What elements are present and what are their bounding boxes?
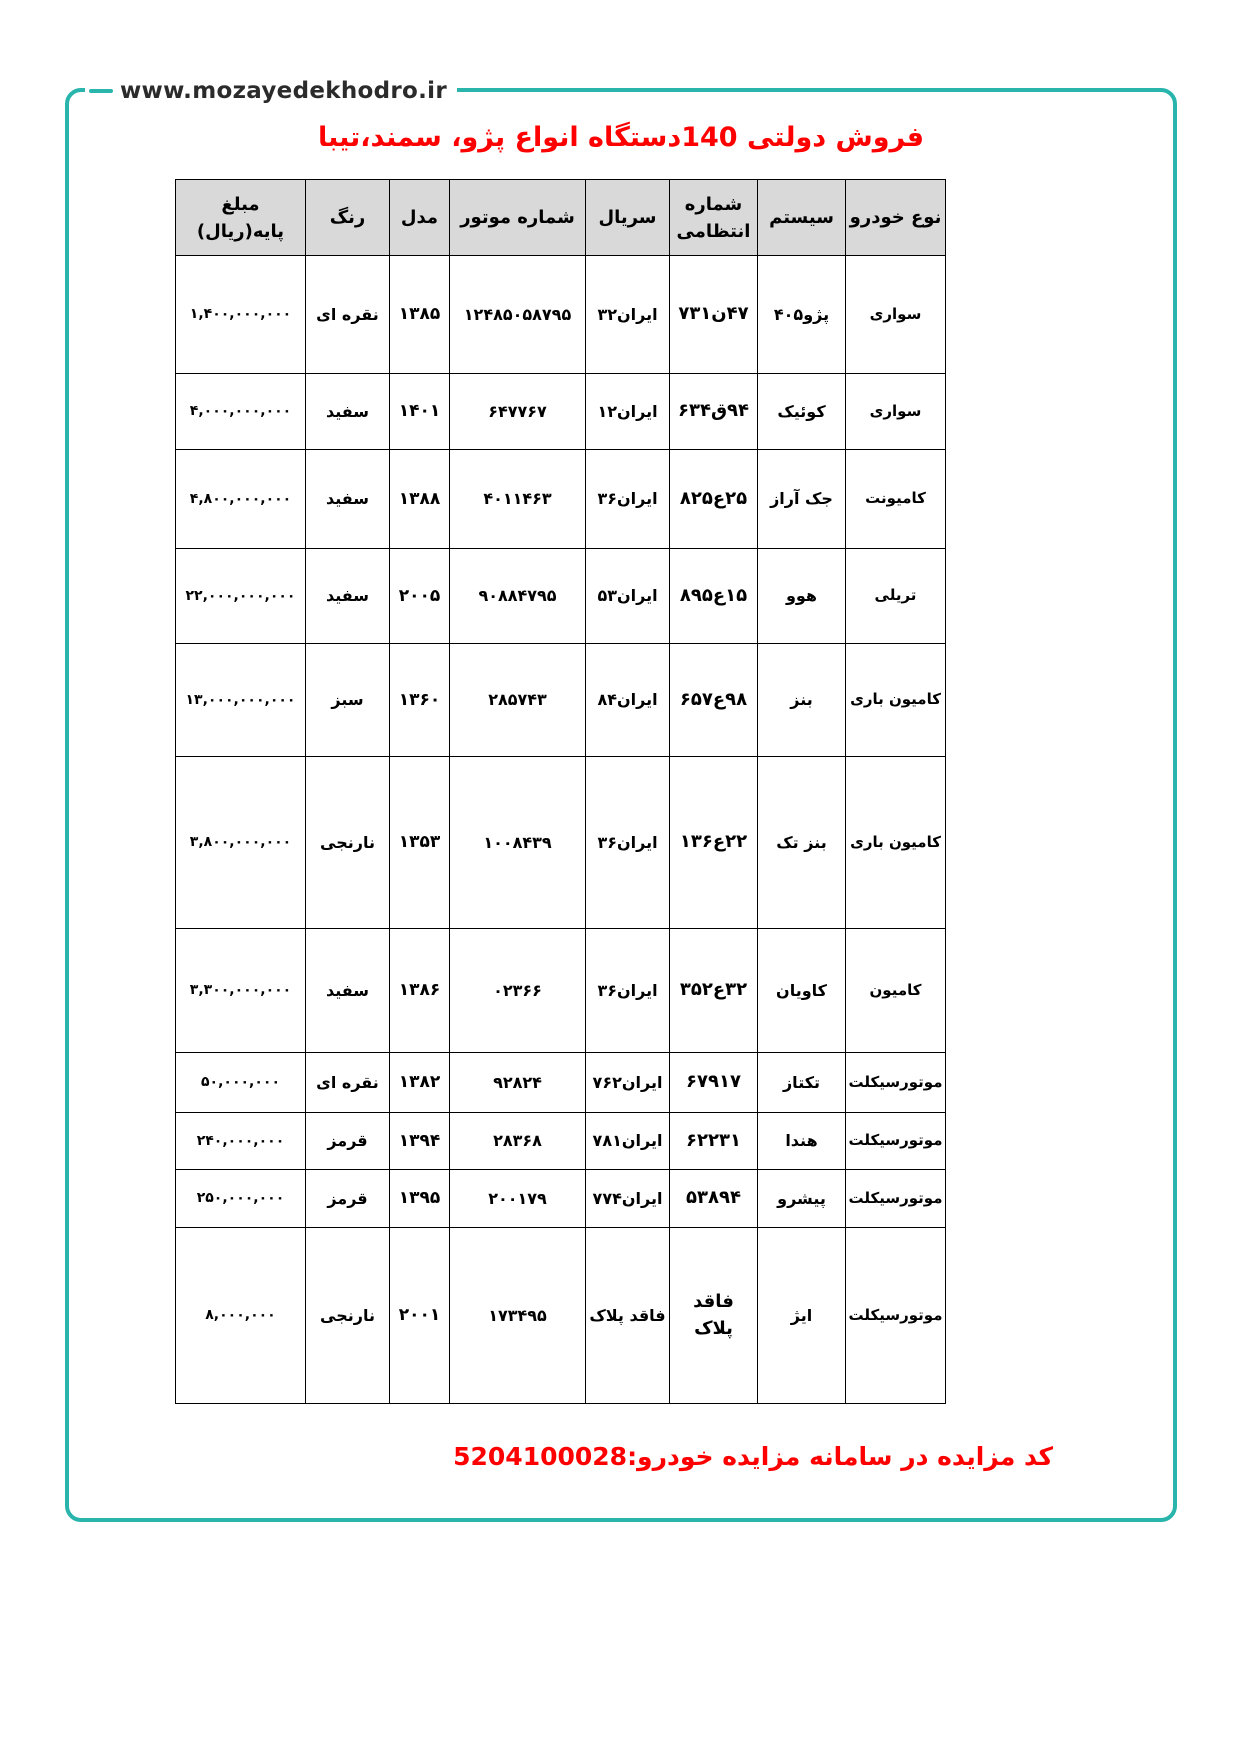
cell-vehicle-type: کامیون باری	[846, 644, 946, 757]
table-row-3	[176, 450, 946, 549]
cell-serial: ایران۳۶	[586, 450, 670, 549]
cell-color: نقره ای	[306, 1053, 390, 1113]
cell-serial: ایران۳۶	[586, 757, 670, 929]
cell-model: ۱۳۸۸	[390, 450, 450, 549]
cell-system: تکتاز	[758, 1053, 846, 1113]
cell-plate-number: ۶۷۹۱۷	[670, 1053, 758, 1113]
cell-system: کوئیک	[758, 374, 846, 450]
cell-base-price: ۲۴۰,۰۰۰,۰۰۰	[176, 1113, 306, 1170]
table-row-1	[176, 256, 946, 374]
col-header-system: سیستم	[758, 180, 846, 256]
cell-base-price: ۵۰,۰۰۰,۰۰۰	[176, 1053, 306, 1113]
cell-vehicle-type: کامیونت	[846, 450, 946, 549]
cell-color: سفید	[306, 929, 390, 1053]
cell-motor-number: ۱۰۰۸۴۳۹	[450, 757, 586, 929]
cell-system: پیشرو	[758, 1170, 846, 1228]
cell-system: بنز	[758, 644, 846, 757]
cell-motor-number: ۹۰۸۸۴۷۹۵	[450, 549, 586, 644]
cell-vehicle-type: موتورسیکلت	[846, 1053, 946, 1113]
cell-plate-number: ۹۴ق۶۳۴	[670, 374, 758, 450]
cell-plate-number: ۱۵ع۸۹۵	[670, 549, 758, 644]
cell-base-price: ۲۲,۰۰۰,۰۰۰,۰۰۰	[176, 549, 306, 644]
cell-motor-number: ۲۰۰۱۷۹	[450, 1170, 586, 1228]
cell-vehicle-type: سواری	[846, 374, 946, 450]
cell-color: قرمز	[306, 1170, 390, 1228]
cell-base-price: ۱,۴۰۰,۰۰۰,۰۰۰	[176, 256, 306, 374]
table-row-6	[176, 757, 946, 929]
cell-vehicle-type: تریلی	[846, 549, 946, 644]
cell-serial: ایران۸۴	[586, 644, 670, 757]
cell-motor-number: ۰۲۳۶۶	[450, 929, 586, 1053]
cell-color: نارنجی	[306, 757, 390, 929]
cell-model: ۱۴۰۱	[390, 374, 450, 450]
cell-serial: ایران۱۲	[586, 374, 670, 450]
cell-base-price: ۴,۸۰۰,۰۰۰,۰۰۰	[176, 450, 306, 549]
cell-system: هوو	[758, 549, 846, 644]
cell-base-price: ۴,۰۰۰,۰۰۰,۰۰۰	[176, 374, 306, 450]
cell-motor-number: ۴۰۱۱۴۶۳	[450, 450, 586, 549]
cell-model: ۱۳۵۳	[390, 757, 450, 929]
cell-motor-number: ۹۲۸۲۴	[450, 1053, 586, 1113]
col-header-model: مدل	[390, 180, 450, 256]
vehicles-table	[175, 179, 946, 1404]
cell-color: سبز	[306, 644, 390, 757]
table-row-2	[176, 374, 946, 450]
cell-plate-number: ۹۸ع۶۵۷	[670, 644, 758, 757]
cell-plate-number: ۳۲ع۳۵۲	[670, 929, 758, 1053]
cell-system: بنز تک	[758, 757, 846, 929]
cell-model: ۲۰۰۱	[390, 1228, 450, 1404]
col-header-serial: سریال	[586, 180, 670, 256]
table-row-8	[176, 1053, 946, 1113]
cell-serial: ایران۷۸۱	[586, 1113, 670, 1170]
col-header-base-price: مبلغ پایه(ریال)	[176, 180, 306, 256]
col-header-color: رنگ	[306, 180, 390, 256]
cell-base-price: ۱۳,۰۰۰,۰۰۰,۰۰۰	[176, 644, 306, 757]
cell-serial: فاقد پلاک	[586, 1228, 670, 1404]
cell-model: ۱۳۹۵	[390, 1170, 450, 1228]
website-url: www.mozayedekhodro.ir	[120, 78, 447, 104]
cell-base-price: ۲۵۰,۰۰۰,۰۰۰	[176, 1170, 306, 1228]
cell-vehicle-type: کامیون باری	[846, 757, 946, 929]
table-header-row	[176, 180, 946, 256]
col-header-plate-number: شماره انتظامی	[670, 180, 758, 256]
cell-system: جک آراز	[758, 450, 846, 549]
table-row-4	[176, 549, 946, 644]
cell-color: سفید	[306, 374, 390, 450]
cell-motor-number: ۲۸۳۶۸	[450, 1113, 586, 1170]
cell-vehicle-type: موتورسیکلت	[846, 1228, 946, 1404]
cell-system: ایژ	[758, 1228, 846, 1404]
cell-color: سفید	[306, 549, 390, 644]
cell-color: نقره ای	[306, 256, 390, 374]
cell-color: قرمز	[306, 1113, 390, 1170]
cell-base-price: ۸,۰۰۰,۰۰۰	[176, 1228, 306, 1404]
cell-system: هندا	[758, 1113, 846, 1170]
cell-motor-number: ۱۷۳۴۹۵	[450, 1228, 586, 1404]
cell-system: کاویان	[758, 929, 846, 1053]
cell-serial: ایران۳۲	[586, 256, 670, 374]
page-frame	[65, 78, 1177, 1522]
cell-vehicle-type: کامیون	[846, 929, 946, 1053]
cell-motor-number: ۲۸۵۷۴۳	[450, 644, 586, 757]
cell-vehicle-type: موتورسیکلت	[846, 1113, 946, 1170]
cell-model: ۱۳۸۵	[390, 256, 450, 374]
table-row-9	[176, 1113, 946, 1170]
table-row-11	[176, 1228, 946, 1404]
cell-plate-number: ۵۳۸۹۴	[670, 1170, 758, 1228]
cell-vehicle-type: موتورسیکلت	[846, 1170, 946, 1228]
col-header-motor-number: شماره موتور	[450, 180, 586, 256]
cell-plate-number: ۴۷ن۷۳۱	[670, 256, 758, 374]
cell-model: ۱۳۶۰	[390, 644, 450, 757]
cell-base-price: ۳,۸۰۰,۰۰۰,۰۰۰	[176, 757, 306, 929]
table-row-7	[176, 929, 946, 1053]
teal-dash-icon	[89, 89, 113, 93]
cell-model: ۱۳۹۴	[390, 1113, 450, 1170]
cell-serial: ایران۷۷۴	[586, 1170, 670, 1228]
website-label	[85, 73, 457, 109]
cell-model: ۱۳۸۲	[390, 1053, 450, 1113]
table-row-10	[176, 1170, 946, 1228]
cell-model: ۲۰۰۵	[390, 549, 450, 644]
cell-plate-number: ۲۲ع۱۳۶	[670, 757, 758, 929]
cell-base-price: ۳,۳۰۰,۰۰۰,۰۰۰	[176, 929, 306, 1053]
cell-plate-number: ۲۵ع۸۲۵	[670, 450, 758, 549]
cell-plate-number: فاقد پلاک	[670, 1228, 758, 1404]
cell-serial: ایران۳۶	[586, 929, 670, 1053]
cell-plate-number: ۶۲۲۳۱	[670, 1113, 758, 1170]
cell-motor-number: ۱۲۴۸۵۰۵۸۷۹۵	[450, 256, 586, 374]
cell-system: پژو۴۰۵	[758, 256, 846, 374]
cell-color: نارنجی	[306, 1228, 390, 1404]
page-title: فروش دولتی 140دستگاه انواع پژو، سمند،تیبا	[317, 122, 925, 153]
auction-code-text: کد مزایده در سامانه مزایده خودرو:5204100028	[453, 1442, 1053, 1471]
cell-motor-number: ۶۴۷۷۶۷	[450, 374, 586, 450]
cell-serial: ایران۷۶۲	[586, 1053, 670, 1113]
col-header-vehicle-type: نوع خودرو	[846, 180, 946, 256]
cell-model: ۱۳۸۶	[390, 929, 450, 1053]
cell-color: سفید	[306, 450, 390, 549]
cell-serial: ایران۵۳	[586, 549, 670, 644]
cell-vehicle-type: سواری	[846, 256, 946, 374]
table-row-5	[176, 644, 946, 757]
